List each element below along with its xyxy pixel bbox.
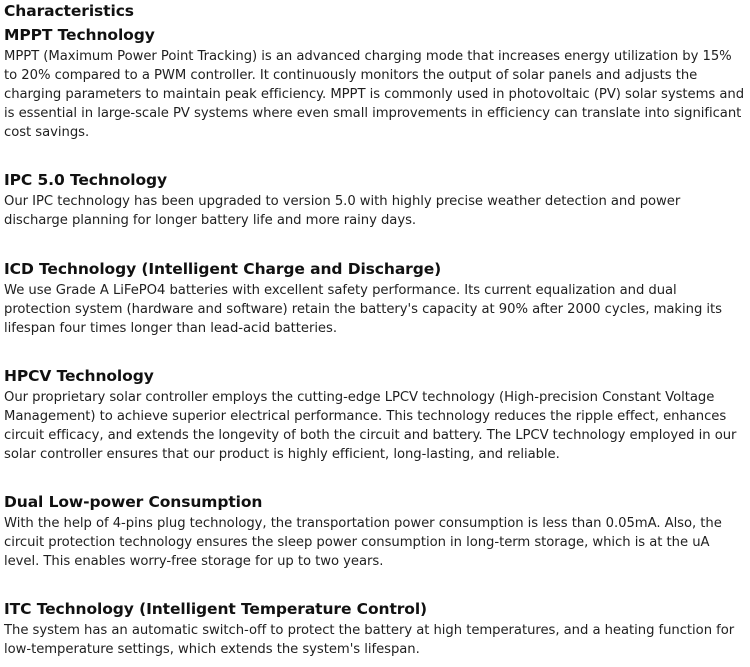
section-heading-ipc: IPC 5.0 Technology [4, 171, 168, 189]
section-dual-low-power [4, 492, 746, 571]
section-body-ipc: Our IPC technology has been upgraded to version 5.0 with highly precise weather detection and power discharge planning for longer battery life and more rainy days. [4, 194, 681, 228]
section-mppt [4, 25, 746, 142]
section-heading-mppt: MPPT Technology [4, 26, 155, 44]
section-heading-hpcv: HPCV Technology [4, 367, 154, 385]
section-heading-icd: ICD Technology (Intelligent Charge and Discharge) [4, 260, 442, 278]
section-body-icd: We use Grade A LiFePO4 batteries with excellent safety performance. Its current equalization and dual protection system (hardware and software) retain the battery's capacity at 90% after 2000 cycles, making its lifespan four times longer than lead-acid batteries. [4, 283, 722, 336]
section-icd [4, 259, 746, 338]
section-ipc [4, 170, 746, 230]
section-hpcv [4, 366, 746, 464]
section-body-hpcv: Our proprietary solar controller employs the cutting-edge LPCV technology (High-precision Constant Voltage Management) to achieve superior electrical performance. This technology reduces the ripple effect, enhances circuit efficacy, and extends the longevity of both the circuit and battery. The LPCV technology employed in our solar controller ensures that our product is highly efficient, long-lasting, and reliable. [4, 390, 737, 462]
section-body-mppt: MPPT (Maximum Power Point Tracking) is an advanced charging mode that increases energy utilization by 15% to 20% compared to a PWM controller. It continuously monitors the output of solar panels and adjusts the charging parameters to maintain peak efficiency. MPPT is commonly used in photovoltaic (PV) solar systems and is essential in large-scale PV systems where even small improvements in efficiency can translate into significant cost savings. [4, 49, 745, 140]
section-body-itc: The system has an automatic switch-off to protect the battery at high temperatures, and a heating function for low-temperature settings, which extends the system's lifespan. [4, 623, 735, 657]
page-title: Characteristics [4, 2, 134, 20]
section-heading-itc: ITC Technology (Intelligent Temperature Control) [4, 600, 428, 618]
section-body-dual-low-power: With the help of 4-pins plug technology, the transportation power consumption is less than 0.05mA. Also, the circuit protection technology ensures the sleep power consumption in long-term storage, which is at the uA level. This enables worry-free storage for up to two years. [4, 516, 722, 569]
section-heading-dual-low-power: Dual Low-power Consumption [4, 493, 263, 511]
section-itc [4, 599, 746, 659]
